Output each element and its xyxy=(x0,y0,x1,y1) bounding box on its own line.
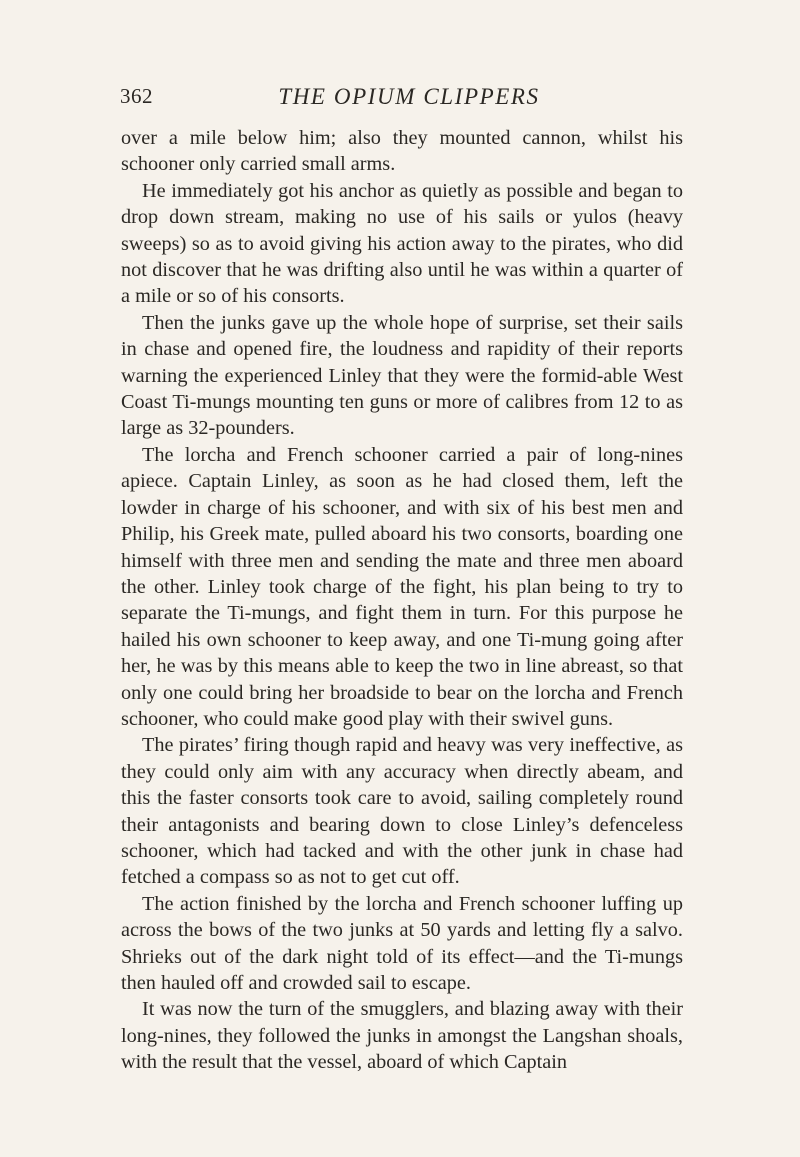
paragraph: The pirates’ firing though rapid and heavy was very ineffective, as they could only aim with any accuracy when directly abeam, and this the faster consorts took care to avoid, sailing completely round their antagonists and bearing down to close Linley’s defenceless schooner, which had tacked and with the other junk in chase had fetched a compass so as not to get cut off. xyxy=(121,734,683,889)
page-header xyxy=(120,84,680,120)
running-title: THE OPIUM CLIPPERS xyxy=(278,84,540,109)
paragraph: The lorcha and French schooner carried a pair of long-nines apiece. Captain Linley, as soon as he had closed them, left the lowder in charge of his schooner, and with six of his best men and Philip, his Greek mate, pulled aboard his two consorts, boarding one himself with three men and sending the mate and three men aboard the other. Linley took charge of the fight, his plan being to try to separate the Ti-mungs, and fight them in turn. For this purpose he hailed his own schooner to keep away, and one Ti-mung going after her, he was by this means able to keep the two in line abreast, so that only one could bring her broadside to bear on the lorcha and French schooner, who could make good play with their swivel guns. xyxy=(121,443,683,730)
paragraph: It was now the turn of the smugglers, and blazing away with their long-nines, they followed the junks in amongst the Langshan shoals, with the result that the vessel, aboard of which Captain xyxy=(121,998,683,1074)
paragraph-continued: over a mile below him; also they mounted cannon, whilst his schooner only carried small arms. xyxy=(121,127,683,176)
paragraph: He immediately got his anchor as quietly as possible and began to drop down stream, making no use of his sails or yulos (heavy sweeps) so as to avoid giving his action away to the pirates, who did not discover that he was drifting also until he was within a quarter of a mile or so of his consorts. xyxy=(121,179,683,308)
paragraph: Then the junks gave up the whole hope of surprise, set their sails in chase and opened fire, the loudness and rapidity of their reports warning the experienced Linley that they were the formid-able West Coast Ti-mungs mounting ten guns or more of calibres from 12 to as large as 32-pounders. xyxy=(121,311,683,440)
paragraph: The action finished by the lorcha and French schooner luffing up across the bows of the two junks at 50 yards and letting fly a salvo. Shrieks out of the dark night told of its effect—and the Ti-mungs then hauled off and crowded sail to escape. xyxy=(121,892,683,994)
body-text xyxy=(121,125,683,1076)
page-number: 362 xyxy=(120,84,153,108)
